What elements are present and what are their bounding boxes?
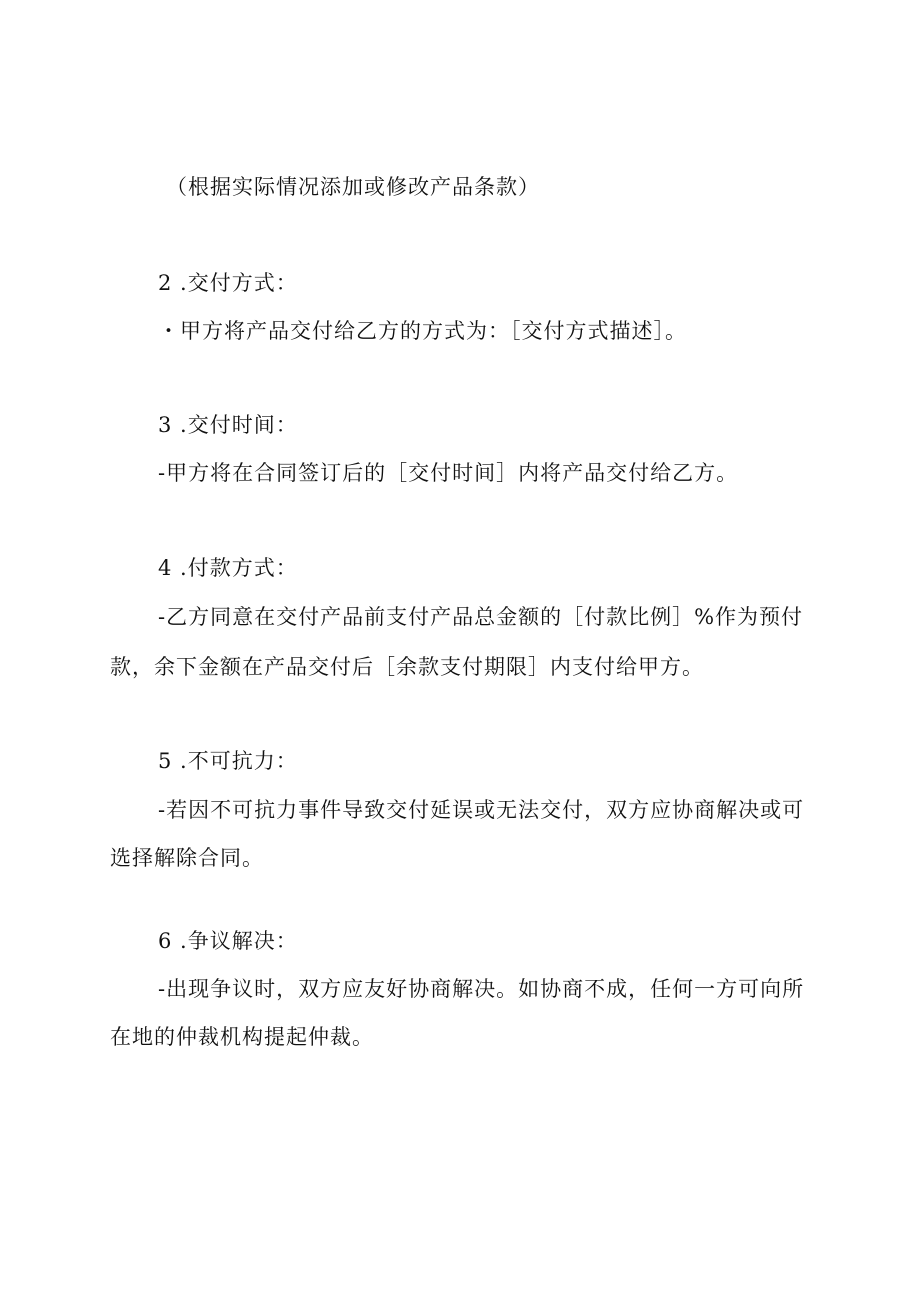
section-text-dispute-resolution-line-1: -出现争议时，双方应友好协商解决。如协商不成，任何一方可向所 xyxy=(158,977,805,1001)
section-heading-dispute-resolution: 6 .争议解决： xyxy=(158,929,298,953)
section-text-dispute-resolution-line-2: 在地的仲裁机构提起仲裁。 xyxy=(110,1025,374,1049)
editor-note: （根据实际情况添加或修改产品条款） xyxy=(166,175,540,199)
section-text-force-majeure-line-1: -若因不可抗力事件导致交付延误或无法交付，双方应协商解决或可 xyxy=(158,798,805,822)
section-text-delivery-method: ・甲方将产品交付给乙方的方式为：［交付方式描述］。 xyxy=(158,319,687,343)
section-text-delivery-time: -甲方将在合同签订后的［交付时间］内将产品交付给乙方。 xyxy=(158,461,739,485)
section-text-force-majeure-line-2: 选择解除合同。 xyxy=(110,846,264,870)
section-text-payment-method-line-2: 款，余下金额在产品交付后［余款支付期限］内支付给甲方。 xyxy=(110,655,704,679)
section-heading-payment-method: 4 .付款方式： xyxy=(158,556,298,580)
section-text-payment-method-line-1: -乙方同意在交付产品前支付产品总金额的［付款比例］%作为预付 xyxy=(158,605,804,629)
section-heading-delivery-time: 3 .交付时间： xyxy=(158,413,298,437)
section-heading-delivery-method: 2 .交付方式： xyxy=(158,271,298,295)
section-heading-force-majeure: 5 .不可抗力： xyxy=(158,749,298,773)
